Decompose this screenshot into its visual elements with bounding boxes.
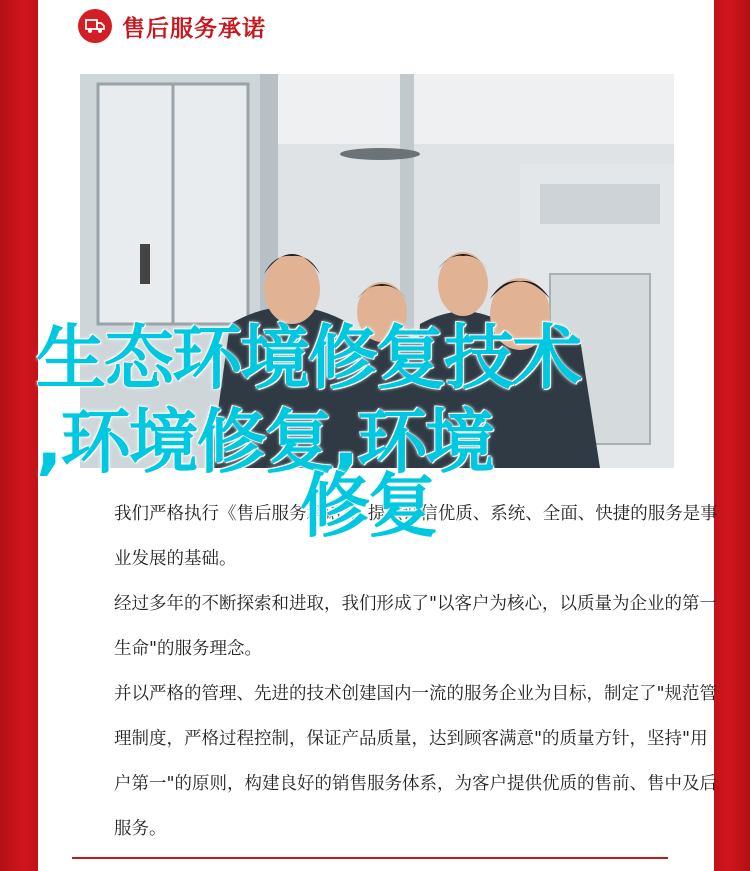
- delivery-truck-icon: [78, 9, 112, 43]
- paragraph-2: 经过多年的不断探索和进取，我们形成了"以客户为核心，以质量为企业的第一生命"的服务理念。: [114, 594, 718, 659]
- header-title: 售后服务承诺: [122, 15, 266, 42]
- paragraph-3: 并以严格的管理、先进的技术创建国内一流的服务企业为目标，制定了"规范管理制度，严格过程控制，保证产品质量，达到顾客满意"的质量方针，坚持"用户第一"的原则，构建良好的销售服务体系，为客户提供优质的售前、售中及后服务。: [114, 684, 718, 839]
- bottom-divider: [72, 857, 668, 859]
- paragraph-1: 我们严格执行《售后服务承诺》，提供诚信优质、系统、全面、快捷的服务是事业发展的基础。: [114, 504, 718, 569]
- document-sheet: [38, 0, 718, 871]
- overlay-title-line-1: 生态环境修复技术: [36, 317, 580, 399]
- section-header: [78, 8, 266, 44]
- factory-photo: [80, 74, 674, 468]
- overlay-title-line-2: ,环境修复,环境: [36, 401, 494, 483]
- overlay-title-line-3: 修复: [300, 465, 436, 547]
- body-text: [114, 492, 720, 852]
- left-border: [0, 0, 38, 871]
